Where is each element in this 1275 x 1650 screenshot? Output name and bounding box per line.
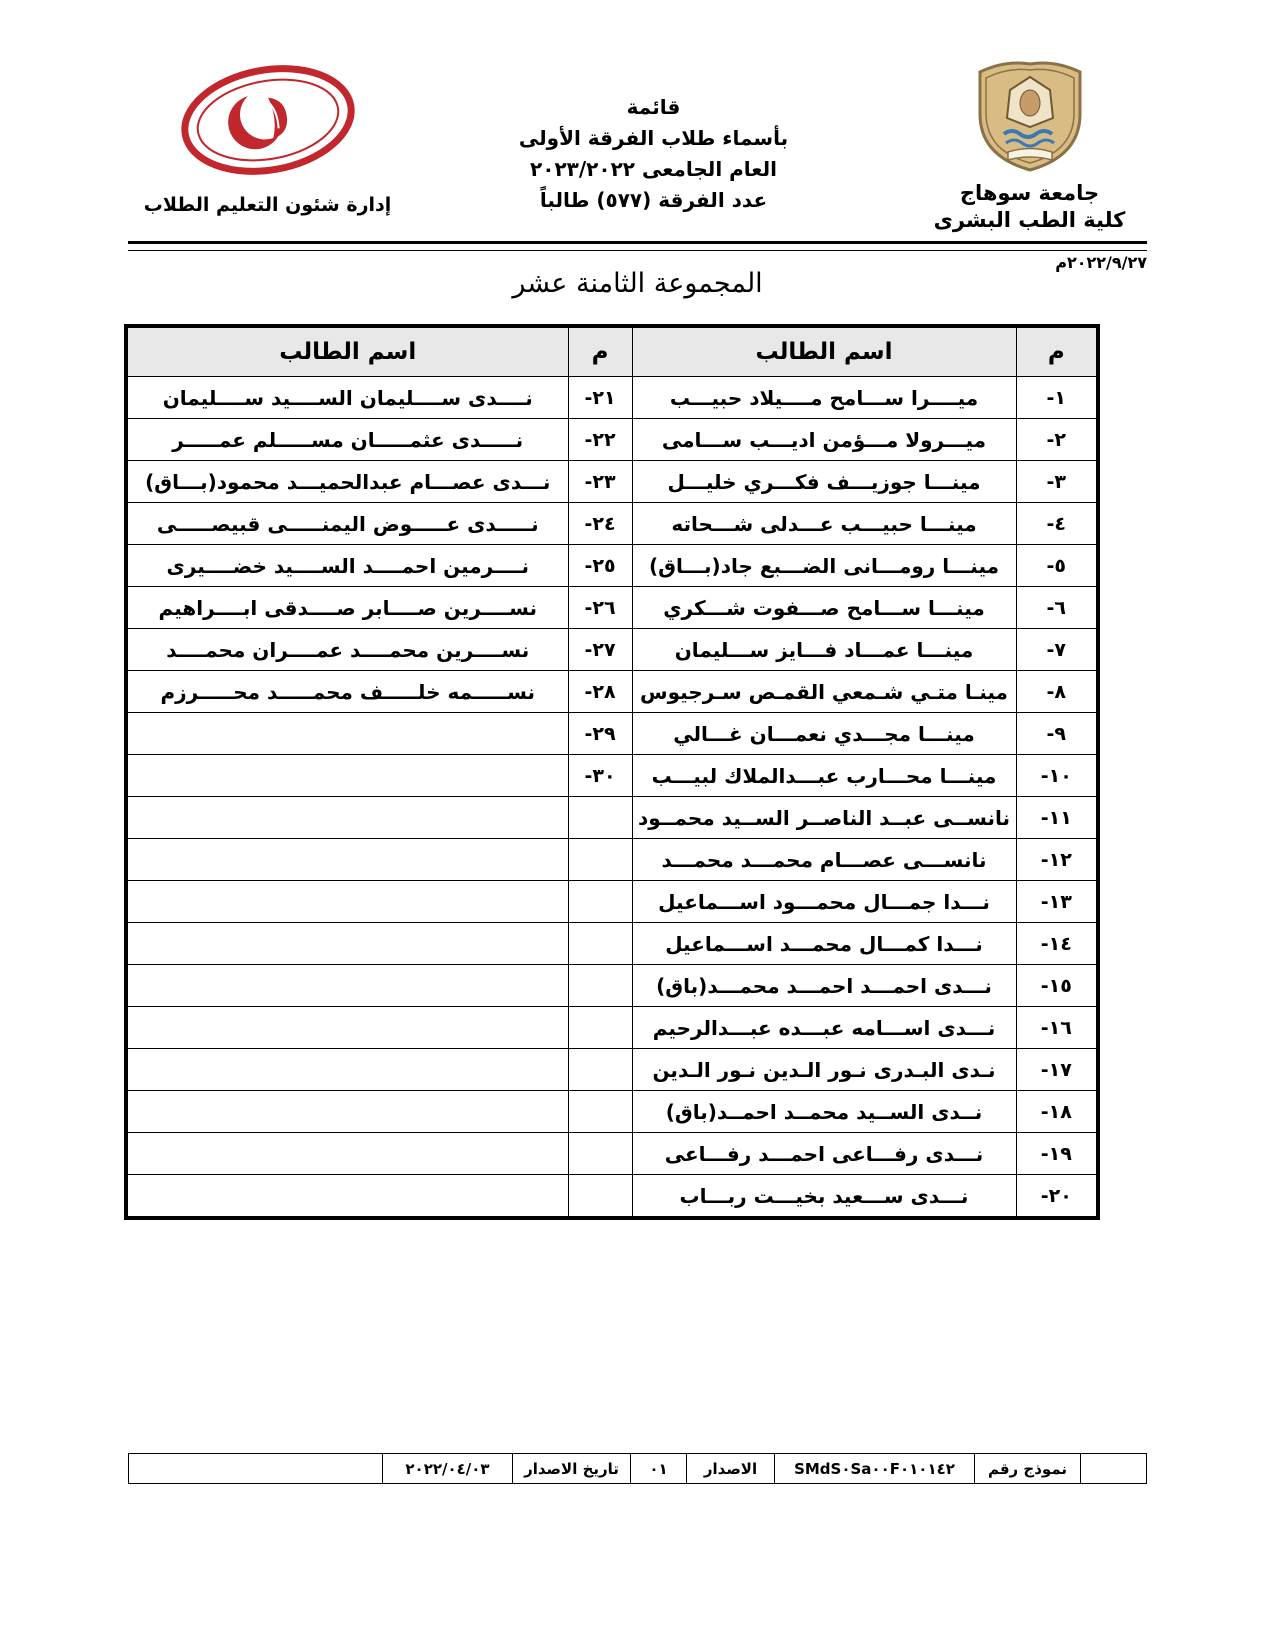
student-row — [126, 377, 1098, 419]
student-number: ١- — [1016, 377, 1098, 419]
class-count: عدد الفرقة (٥٧٧) طالباً — [539, 188, 768, 212]
student-row — [126, 1007, 1098, 1049]
student-name: نــدى الســيد محمــد احمــد(باق) — [632, 1091, 1016, 1133]
student-name: ميـــرولا مـــؤمن اديـــب ســـامى — [632, 419, 1016, 461]
student-name — [126, 1091, 568, 1133]
student-number: ٨- — [1016, 671, 1098, 713]
student-row — [126, 461, 1098, 503]
student-name: نانســـى عصـــام محمـــد محمـــد — [632, 839, 1016, 881]
student-name: مينـــا محـــارب عبـــدالملاك لبيـــب — [632, 755, 1016, 797]
student-name: نـــــدى عثمـــــان مســـــلم عمـــــر — [126, 419, 568, 461]
student-name: نـــدا كمـــال محمـــد اســـماعيل — [632, 923, 1016, 965]
student-number — [568, 1133, 632, 1175]
student-number: ٦- — [1016, 587, 1098, 629]
student-row — [126, 881, 1098, 923]
name-header-right: اسم الطالب — [632, 326, 1016, 377]
student-number: ٩- — [1016, 713, 1098, 755]
footer — [128, 1453, 1147, 1484]
student-name: نســــرين محمــــد عمــــران محمــــد — [126, 629, 568, 671]
student-number — [568, 839, 632, 881]
footer-empty-cell — [129, 1454, 383, 1484]
faculty-of-medicine-seal-icon — [175, 62, 361, 178]
student-name — [126, 881, 568, 923]
student-row — [126, 1049, 1098, 1091]
student-name: مينـــا جوزيـــف فكـــري خليـــل — [632, 461, 1016, 503]
student-name — [126, 1175, 568, 1219]
issue-date-label: تاريخ الاصدار — [513, 1454, 631, 1484]
name-header-left: اسم الطالب — [126, 326, 568, 377]
student-number: ٢٩- — [568, 713, 632, 755]
student-row — [126, 797, 1098, 839]
student-name: مينـــا حبيـــب عـــدلى شـــحاته — [632, 503, 1016, 545]
footer-table — [128, 1453, 1147, 1484]
student-number: ١٨- — [1016, 1091, 1098, 1133]
student-name: نـــدا جمـــال محمـــود اســـماعيل — [632, 881, 1016, 923]
academic-year: العام الجامعى ٢٠٢٣/٢٠٢٢ — [530, 157, 777, 181]
student-name — [126, 1133, 568, 1175]
student-number: ٢٦- — [568, 587, 632, 629]
student-name: نــــرمين احمــــد الســــيد خضــــيرى — [126, 545, 568, 587]
student-name: نـــدى عصـــام عبدالحميـــد محمود(بـــاق) — [126, 461, 568, 503]
header-divider — [128, 241, 1147, 251]
student-number: ١٠- — [1016, 755, 1098, 797]
student-number: ٢٨- — [568, 671, 632, 713]
student-name: نـــــدى عـــــوض اليمنـــــى قبيصـــــى — [126, 503, 568, 545]
student-number: ٢٧- — [568, 629, 632, 671]
student-number — [568, 1049, 632, 1091]
doc-subtitle: بأسماء طلاب الفرقة الأولى — [518, 126, 789, 150]
student-name: مينـــا ســـامح صـــفوت شـــكري — [632, 587, 1016, 629]
student-name — [126, 839, 568, 881]
student-number: ٧- — [1016, 629, 1098, 671]
student-name: مينـــا رومـــانى الضـــبع جاد(بـــاق) — [632, 545, 1016, 587]
student-row — [126, 587, 1098, 629]
form-number-label: نموذج رقم — [975, 1454, 1081, 1484]
doc-title: قائمة — [626, 95, 681, 119]
student-number: ١٤- — [1016, 923, 1098, 965]
student-number — [568, 881, 632, 923]
student-number: ١٧- — [1016, 1049, 1098, 1091]
student-number: ٢٠- — [1016, 1175, 1098, 1219]
student-name: مينـــا مجـــدي نعمـــان غـــالي — [632, 713, 1016, 755]
issue-value: ٠١ — [631, 1454, 687, 1484]
student-row — [126, 1175, 1098, 1219]
student-row — [126, 1091, 1098, 1133]
student-number: ٢- — [1016, 419, 1098, 461]
student-row — [126, 629, 1098, 671]
student-number — [568, 797, 632, 839]
student-number: ١٢- — [1016, 839, 1098, 881]
student-number — [568, 1007, 632, 1049]
student-name — [126, 797, 568, 839]
student-row — [126, 419, 1098, 461]
student-row — [126, 965, 1098, 1007]
document-header — [140, 56, 1147, 234]
student-name: نـــدى رفـــاعى احمـــد رفـــاعى — [632, 1133, 1016, 1175]
student-name: نـــدى احمـــد احمـــد محمـــد(باق) — [632, 965, 1016, 1007]
student-number: ١٥- — [1016, 965, 1098, 1007]
student-number: ٢٤- — [568, 503, 632, 545]
issue-date-value: ٢٠٢٢/٠٤/٠٣ — [383, 1454, 513, 1484]
sohag-university-emblem-icon — [969, 56, 1091, 176]
student-number — [568, 1175, 632, 1219]
department-block — [140, 56, 395, 216]
student-name: نـدى البـدرى نـور الـدين نـور الـدين — [632, 1049, 1016, 1091]
student-number: ١١- — [1016, 797, 1098, 839]
table-header-row — [126, 326, 1098, 377]
student-number: ٢١- — [568, 377, 632, 419]
student-row — [126, 755, 1098, 797]
issue-label: الاصدار — [687, 1454, 775, 1484]
student-number: ٢٣- — [568, 461, 632, 503]
footer-empty-cell — [1081, 1454, 1147, 1484]
student-name: نـــدى اســـامه عبـــده عبـــدالرحيم — [632, 1007, 1016, 1049]
student-row — [126, 671, 1098, 713]
student-name — [126, 713, 568, 755]
student-name: ميــــرا ســـامح مــــيلاد حبيـــب — [632, 377, 1016, 419]
student-row — [126, 1133, 1098, 1175]
student-number: ٢٢- — [568, 419, 632, 461]
faculty-name: كلية الطب البشرى — [933, 208, 1126, 232]
student-number: ٢٥- — [568, 545, 632, 587]
student-row — [126, 923, 1098, 965]
num-header-right: م — [1016, 326, 1098, 377]
student-number: ١٦- — [1016, 1007, 1098, 1049]
footer-row — [129, 1454, 1147, 1484]
student-name: نانســى عبــد الناصــر الســيد محمــود — [632, 797, 1016, 839]
student-row — [126, 503, 1098, 545]
student-number: ٤- — [1016, 503, 1098, 545]
student-number — [568, 923, 632, 965]
university-block — [912, 56, 1147, 234]
group-title: المجموعة الثامنة عشر — [512, 268, 763, 299]
student-number — [568, 965, 632, 1007]
student-number — [568, 1091, 632, 1133]
student-number: ١٩- — [1016, 1133, 1098, 1175]
department-name: إدارة شئون التعليم الطلاب — [143, 194, 392, 216]
student-name — [126, 1007, 568, 1049]
student-number: ٣٠- — [568, 755, 632, 797]
student-name: مينـــا عمـــاد فـــايز ســـليمان — [632, 629, 1016, 671]
student-name: نــــدى ســــليمان الســــيد ســــليمان — [126, 377, 568, 419]
student-name: مينـا متـي شـمعي القمـص سـرجيوس — [632, 671, 1016, 713]
document-date: ٢٠٢٢/٩/٢٧م — [1055, 253, 1147, 272]
university-name: جامعة سوهاج — [959, 181, 1100, 205]
student-number: ٥- — [1016, 545, 1098, 587]
students-table — [124, 324, 1100, 1220]
student-name — [126, 965, 568, 1007]
student-name — [126, 923, 568, 965]
students-table-body — [126, 377, 1098, 1219]
num-header-left: م — [568, 326, 632, 377]
student-row — [126, 713, 1098, 755]
form-number-value: SMdS٠Sa٠٠F٠١٠١٤٢ — [775, 1454, 975, 1484]
student-number: ١٣- — [1016, 881, 1098, 923]
student-name: نـــدى ســـعيد بخيـــت ربـــاب — [632, 1175, 1016, 1219]
student-row — [126, 545, 1098, 587]
student-number: ٣- — [1016, 461, 1098, 503]
student-name: نســـــمه خلـــــف محمـــــد محـــــرزم — [126, 671, 568, 713]
student-name: نســــرين صــــابر صــــدقى ابــــراهيم — [126, 587, 568, 629]
student-name — [126, 755, 568, 797]
student-name — [126, 1049, 568, 1091]
student-row — [126, 839, 1098, 881]
title-block — [519, 56, 788, 216]
